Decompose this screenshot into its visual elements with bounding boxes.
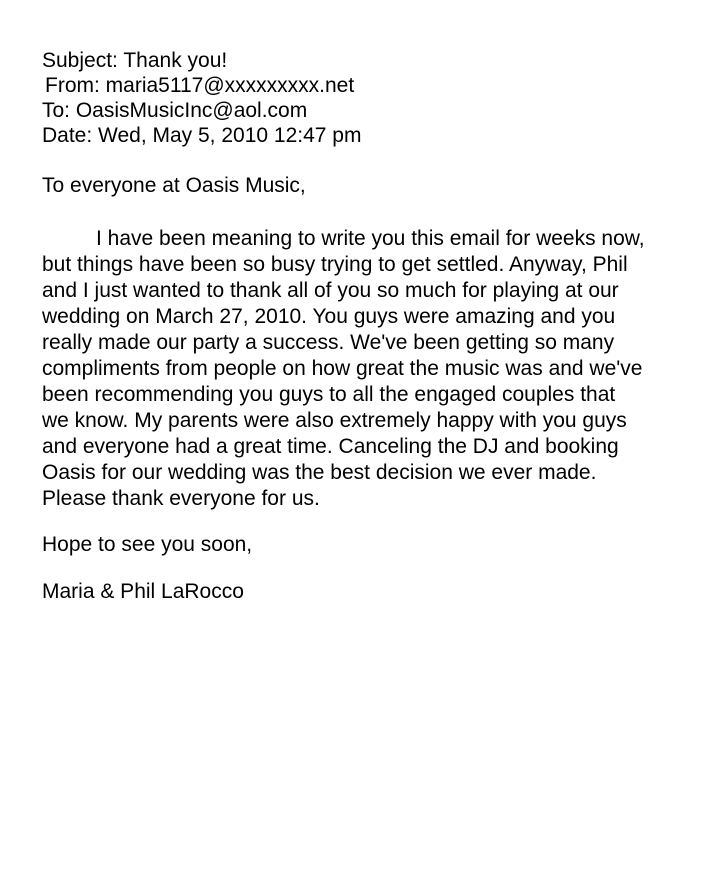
email-body-paragraph	[42, 226, 682, 512]
body-line: I have been meaning to write you this email for weeks now,	[96, 227, 645, 250]
body-line: compliments from people on how great the music was and we've	[42, 357, 643, 380]
email-closing: Hope to see you soon,	[42, 533, 253, 556]
email-greeting: To everyone at Oasis Music,	[42, 174, 306, 197]
email-header	[42, 48, 361, 148]
email-from: From: maria5117@xxxxxxxxx.net	[45, 74, 355, 97]
email-subject: Subject: Thank you!	[42, 49, 228, 72]
body-line: we know. My parents were also extremely happy with you guys	[42, 409, 627, 432]
body-line: really made our party a success. We've been getting so many	[42, 331, 615, 354]
body-line: wedding on March 27, 2010. You guys were amazing and you	[42, 305, 616, 328]
email-date: Date: Wed, May 5, 2010 12:47 pm	[42, 124, 362, 147]
body-line: and I just wanted to thank all of you so much for playing at our	[42, 279, 619, 302]
email-to: To: OasisMusicInc@aol.com	[42, 99, 308, 122]
body-line: but things have been so busy trying to get settled. Anyway, Phil	[42, 253, 628, 276]
body-line: been recommending you guys to all the engaged couples that	[42, 383, 616, 406]
body-line: Please thank everyone for us.	[42, 487, 320, 510]
email-signature: Maria & Phil LaRocco	[42, 580, 244, 603]
body-line: and everyone had a great time. Canceling the DJ and booking	[42, 435, 619, 458]
body-line: Oasis for our wedding was the best decision we ever made.	[42, 461, 597, 484]
